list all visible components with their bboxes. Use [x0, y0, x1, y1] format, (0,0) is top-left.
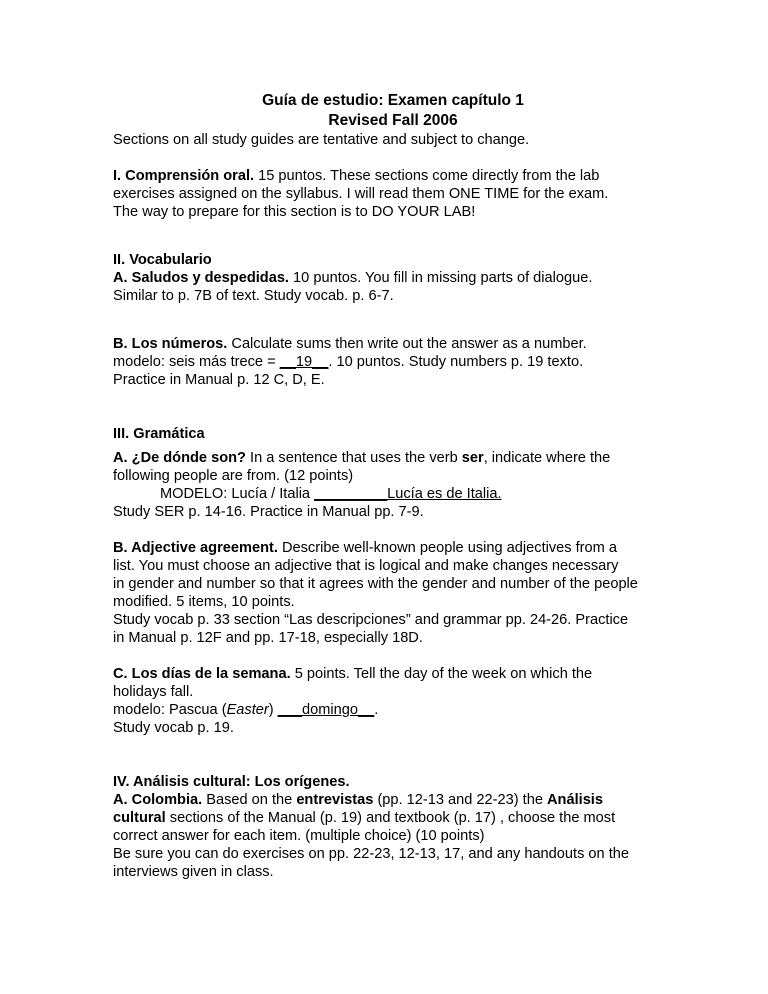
section-4a-line-5: interviews given in class.	[113, 864, 274, 880]
section-3c-model-end: .	[374, 702, 379, 718]
section-3a-line-1-end: , indicate where the	[483, 450, 611, 466]
section-3b-line-1: Describe well-known people using adjectives from a	[277, 540, 617, 556]
section-3a-heading: A. ¿De dónde son?	[113, 450, 246, 466]
intro-note: Sections on all study guides are tentative and subject to change.	[113, 132, 530, 148]
section-4a-line-1: Based on the	[202, 792, 297, 808]
section-3a-model: MODELO: Lucía / Italia	[160, 486, 315, 502]
section-2b-model: modelo: seis más trece =	[113, 354, 280, 370]
section-3c-model: modelo: Pascua (	[113, 702, 227, 718]
section-2a-heading: A. Saludos y despedidas.	[113, 270, 289, 286]
section-2b-heading: B. Los números.	[113, 336, 228, 352]
section-1-heading: I. Comprensión oral.	[113, 168, 255, 184]
section-4a-heading: A. Colombia.	[113, 792, 203, 808]
section-3a-model-answer: _________Lucía es de Italia.	[314, 486, 502, 502]
section-4a-line-1-mid: (pp. 12-13 and 22-23) the	[373, 792, 548, 808]
cultural-term: cultural	[113, 810, 166, 826]
section-3c-model-mid: )	[268, 702, 278, 718]
section-2b-line-1: Calculate sums then write out the answer as a number.	[227, 336, 587, 352]
section-4a-line-3: correct answer for each item. (multiple choice) (10 points)	[113, 828, 485, 844]
section-2b-line-3: Practice in Manual p. 12 C, D, E.	[113, 372, 325, 388]
section-3b-line-3: in gender and number so that it agrees with the gender and number of the people	[113, 576, 638, 592]
section-1-line-2: exercises assigned on the syllabus. I will read them ONE TIME for the exam.	[113, 186, 609, 202]
section-3b-line-5: Study vocab p. 33 section “Las descripciones” and grammar pp. 24-26. Practice	[113, 612, 629, 628]
section-3a-line-4: Study SER p. 14-16. Practice in Manual pp. 7-9.	[113, 504, 424, 520]
section-2b-answer: __19__	[279, 354, 329, 370]
section-gramatica	[113, 425, 673, 737]
verb-ser: ser	[461, 450, 484, 466]
section-vocabulario	[113, 251, 673, 389]
section-4a-line-4: Be sure you can do exercises on pp. 22-23, 12-13, 17, and any handouts on the	[113, 846, 630, 862]
section-2a-line-2: Similar to p. 7B of text. Study vocab. p. 6-7.	[113, 288, 394, 304]
section-3b-heading: B. Adjective agreement.	[113, 540, 278, 556]
section-3a-line-1: In a sentence that uses the verb	[245, 450, 462, 466]
section-2-heading: II. Vocabulario	[113, 252, 212, 268]
study-guide-page	[113, 91, 673, 881]
analisis-term: Análisis	[547, 792, 603, 808]
section-2a-line-1: 10 puntos. You fill in missing parts of dialogue.	[289, 270, 593, 286]
section-1-line-1: 15 puntos. These sections come directly from the lab	[254, 168, 600, 184]
section-3c-line-4: Study vocab p. 19.	[113, 720, 234, 736]
section-3c-answer: ___domingo__	[277, 702, 375, 718]
section-comprension-oral	[113, 167, 673, 221]
section-3b-line-4: modified. 5 items, 10 points.	[113, 594, 295, 610]
title-line-1: Guía de estudio: Examen capítulo 1	[262, 92, 524, 109]
section-3c-line-2: holidays fall.	[113, 684, 194, 700]
title-line-2: Revised Fall 2006	[328, 112, 458, 129]
entrevistas-term: entrevistas	[296, 792, 374, 808]
section-4-heading: IV. Análisis cultural: Los orígenes.	[113, 774, 350, 790]
section-3c-heading: C. Los días de la semana.	[113, 666, 291, 682]
section-analisis-cultural	[113, 773, 673, 881]
section-3-heading: III. Gramática	[113, 426, 205, 442]
section-3c-line-1: 5 points. Tell the day of the week on which the	[290, 666, 593, 682]
section-1-line-3: The way to prepare for this section is to DO YOUR LAB!	[113, 204, 476, 220]
section-2b-model-rest: . 10 puntos. Study numbers p. 19 texto.	[328, 354, 584, 370]
section-4a-line-2: sections of the Manual (p. 19) and textbook (p. 17) , choose the most	[165, 810, 616, 826]
section-3b-line-6: in Manual p. 12F and pp. 17-18, especially 18D.	[113, 630, 423, 646]
section-3b-line-2: list. You must choose an adjective that is logical and make changes necessary	[113, 558, 619, 574]
section-3c-easter: Easter	[226, 702, 269, 718]
section-3a-line-2: following people are from. (12 points)	[113, 468, 354, 484]
